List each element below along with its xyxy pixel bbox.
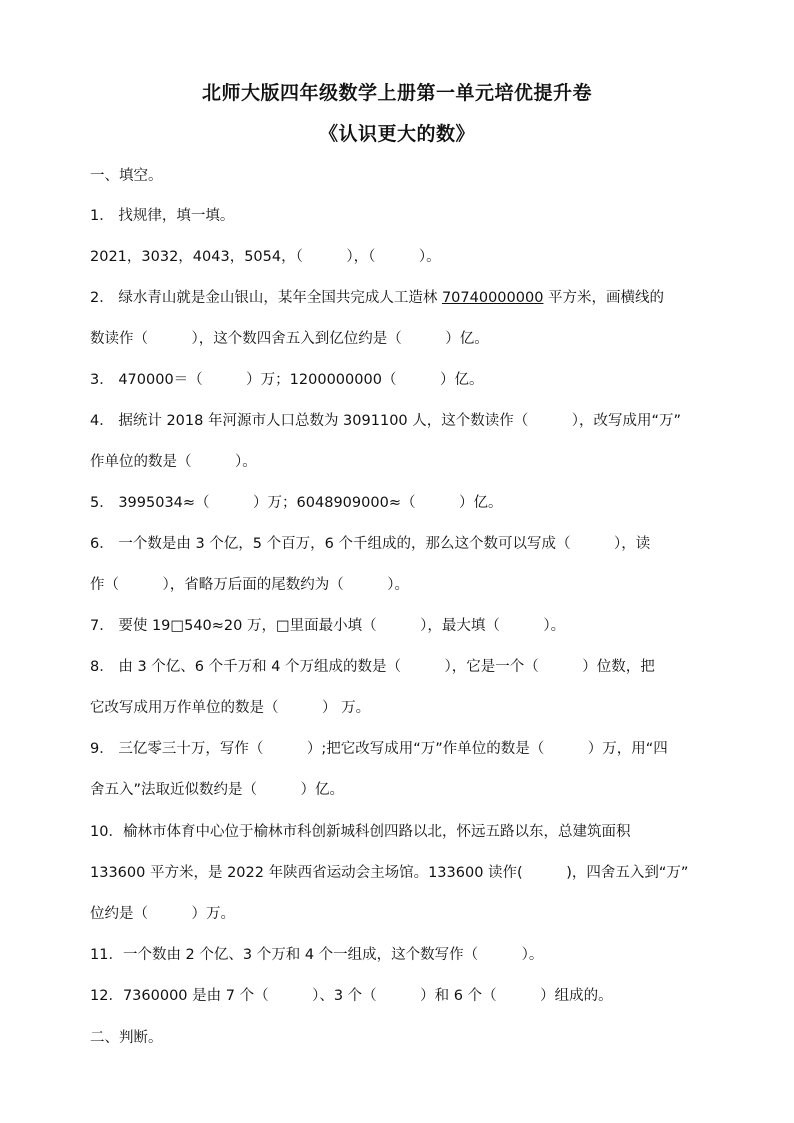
question-2-text-pre: 2． 绿水青山就是金山银山，某年全国共完成人工造林 (90, 290, 442, 306)
question-1-line-2: 2021，3032，4043，5054，（ ），（ ）。 (90, 249, 441, 265)
question-6-line-2: 作（ ），省略万后面的尾数约为（ ）。 (90, 577, 409, 593)
question-4-line-2: 作单位的数是（ ）。 (90, 454, 257, 470)
question-8-line-2: 它改写成用万作单位的数是（ ） 万。 (90, 700, 371, 716)
question-10-line-1: 10．榆林市体育中心位于榆林市科创新城科创四路以北，怀远五路以东，总建筑面积 (90, 824, 631, 840)
page-title: 北师大版四年级数学上册第一单元培优提升卷 (201, 82, 592, 104)
question-2-text-post: 平方米，画横线的 (543, 290, 665, 306)
question-8-line-1: 8． 由 3 个亿、6 个千万和 4 个万组成的数是（ ），它是一个（ ）位数，把 (90, 659, 655, 675)
question-12: 12．7360000 是由 7 个（ ）、3 个（ ）和 6 个（ ）组成的。 (90, 988, 613, 1004)
question-7: 7． 要使 19□540≈20 万，□里面最小填（ ），最大填（ ）。 (90, 618, 566, 634)
question-2-line-1 (90, 288, 710, 308)
question-9-line-1: 9． 三亿零三十万，写作（ ）;把它改写成用“万”作单位的数是（ ）万，用“四 (90, 741, 668, 757)
question-10-line-2: 133600 平方米，是 2022 年陕西省运动会主场馆。133600 读作( )，四舍五入到“万” (90, 865, 689, 881)
question-2-line-2: 数读作（ ），这个数四舍五入到亿位约是（ ）亿。 (90, 331, 489, 347)
section-heading-fill: 一、填空。 (90, 168, 163, 184)
question-11: 11．一个数由 2 个亿、3 个万和 4 个一组成，这个数写作（ ）。 (90, 947, 544, 963)
page-subtitle: 《认识更大的数》 (318, 123, 475, 145)
question-4-line-1: 4． 据统计 2018 年河源市人口总数为 3091100 人，这个数读作（ ），改写成用“万” (90, 413, 682, 429)
section-heading-judge: 二、判断。 (90, 1030, 163, 1046)
underlined-number: 70740000000 (441, 290, 544, 306)
question-9-line-2: 舍五入”法取近似数约是（ ）亿。 (90, 782, 345, 798)
question-6-line-1: 6． 一个数是由 3 个亿，5 个百万，6 个千组成的，那么这个数可以写成（ ），读 (90, 536, 651, 552)
question-10-line-3: 位约是（ ）万。 (90, 906, 235, 922)
question-5: 5． 3995034≈（ ）万；6048909000≈（ ）亿。 (90, 495, 503, 511)
question-1-line-1: 1． 找规律，填一填。 (90, 208, 235, 224)
question-3: 3． 470000＝（ ）万；1200000000（ ）亿。 (90, 372, 484, 388)
